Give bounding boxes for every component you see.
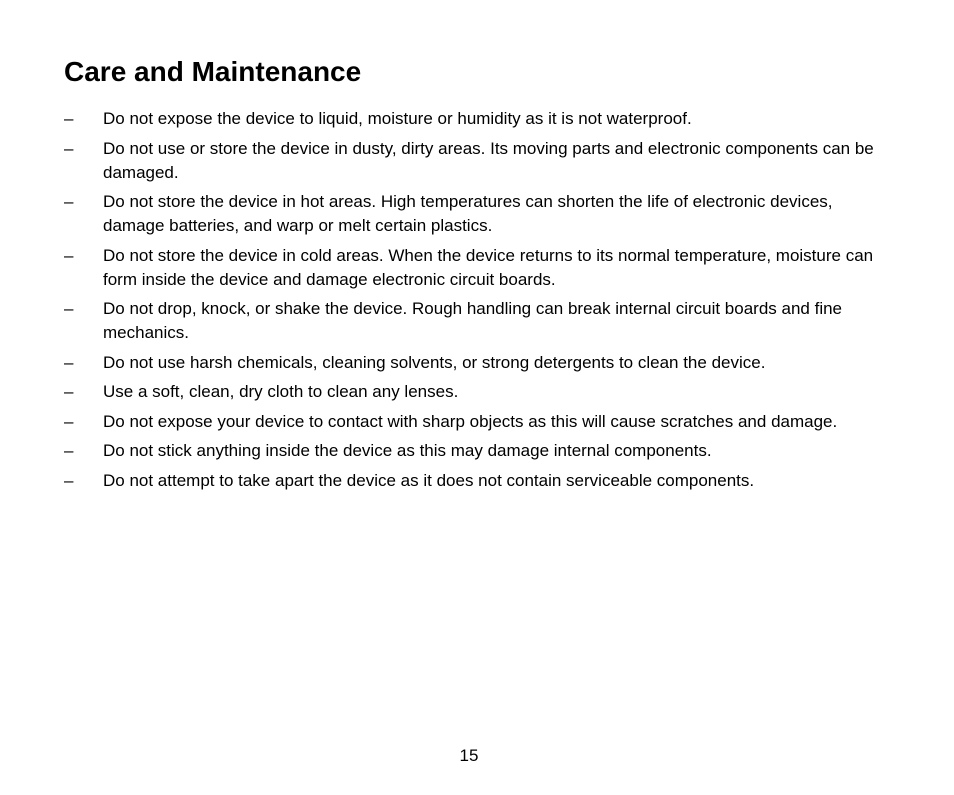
bullet-dash: – xyxy=(64,441,74,460)
list-item-text: Do not stick anything inside the device as this may damage internal components. xyxy=(103,441,712,460)
list-item xyxy=(64,107,884,131)
list-item xyxy=(64,190,884,238)
list-item-text: Do not use or store the device in dusty, dirty areas. Its moving parts and electronic components can be damaged. xyxy=(103,138,874,182)
list-item-text: Do not expose your device to contact with sharp objects as this will cause scratches and damage. xyxy=(103,411,838,431)
list-item-text: Do not drop, knock, or shake the device. Rough handling can break internal circuit boards and fine mechanics. xyxy=(103,299,843,342)
list-item xyxy=(64,410,884,434)
page-number: 15 xyxy=(459,746,479,765)
list-item-text: Do not store the device in cold areas. When the device returns to its normal temperature, moisture can form inside the device and damage electronic circuit boards. xyxy=(103,245,874,289)
bullet-dash: – xyxy=(64,109,74,128)
list-item xyxy=(64,244,884,292)
page-title: Care and Maintenance xyxy=(64,56,362,87)
list-item-text: Use a soft, clean, dry cloth to clean any lenses. xyxy=(103,382,459,401)
list-item xyxy=(64,469,884,493)
list-item-text: Do not store the device in hot areas. High temperatures can shorten the life of electronic devices, damage batteries, and warp or melt certain plastics. xyxy=(103,192,833,235)
bullet-dash: – xyxy=(64,470,74,490)
list-item-text: Do not attempt to take apart the device as it does not contain serviceable components. xyxy=(103,470,755,490)
list-item-text: Do not expose the device to liquid, moisture or humidity as it is not waterproof. xyxy=(103,109,692,128)
list-item xyxy=(64,351,884,375)
list-item xyxy=(64,137,884,185)
bullet-dash: – xyxy=(64,138,74,158)
bullet-dash: – xyxy=(64,299,74,318)
list-item xyxy=(64,439,884,463)
care-instructions-list xyxy=(64,107,884,498)
bullet-dash: – xyxy=(64,352,74,372)
bullet-dash: – xyxy=(64,411,74,431)
list-item-text: Do not use harsh chemicals, cleaning solvents, or strong detergents to clean the device. xyxy=(103,352,766,372)
bullet-dash: – xyxy=(64,245,74,265)
bullet-dash: – xyxy=(64,192,74,211)
list-item xyxy=(64,297,884,345)
bullet-dash: – xyxy=(64,382,74,401)
list-item xyxy=(64,380,884,404)
